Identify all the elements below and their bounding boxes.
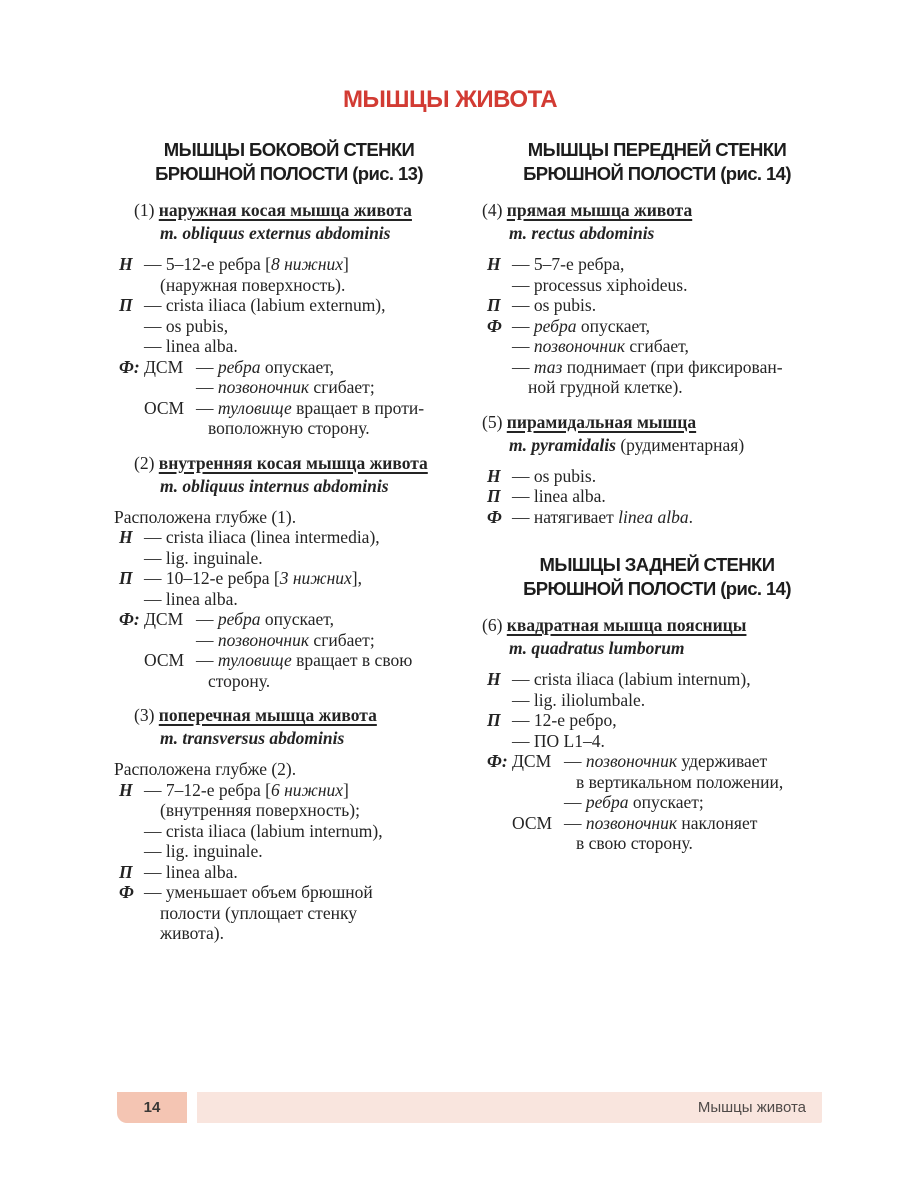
text-segment: позвоночник xyxy=(217,377,310,397)
line-label: Н xyxy=(487,254,501,274)
entry-line xyxy=(482,507,832,528)
text-segment: — xyxy=(196,629,218,650)
entry-line xyxy=(114,295,464,316)
entry-line xyxy=(482,316,832,337)
line-content xyxy=(144,841,464,862)
line-label xyxy=(114,589,144,610)
function-mode-label: ОСМ xyxy=(144,650,185,670)
text-segment: туловище xyxy=(217,650,292,670)
entry-line xyxy=(482,336,832,357)
entry-line xyxy=(114,418,464,439)
muscle-entry xyxy=(482,411,832,528)
entry-line xyxy=(482,486,832,507)
entry-line xyxy=(482,833,832,854)
muscle-name-latin: m. obliquus externus abdominis xyxy=(160,223,391,243)
entry-line xyxy=(114,671,464,692)
section-heading xyxy=(114,138,464,186)
column-right xyxy=(482,138,832,867)
text-segment: — xyxy=(196,377,218,397)
muscle-latin-note: (рудиментарная) xyxy=(615,434,745,455)
text-segment: — lig. iliolumbale. xyxy=(512,689,646,710)
function-mode-label: ОСМ xyxy=(512,812,553,833)
muscle-number: (6) xyxy=(482,615,507,635)
text-segment: 8 нижних xyxy=(271,254,344,274)
text-segment: вращает в проти- xyxy=(291,397,425,418)
text-segment: — linea alba. xyxy=(144,588,238,609)
line-label xyxy=(114,650,144,671)
line-content xyxy=(512,295,832,316)
text-segment: туловище xyxy=(217,397,292,418)
line-content xyxy=(144,568,464,589)
line-label xyxy=(114,418,144,439)
entry-line xyxy=(482,254,832,275)
entry-line xyxy=(114,357,464,378)
line-label xyxy=(482,336,512,357)
muscle-name-line xyxy=(482,199,832,222)
muscle-name-ru: поперечная мышца живота xyxy=(158,705,377,725)
text-segment: опускает; xyxy=(628,792,704,812)
line-content xyxy=(144,630,464,651)
muscle-name-ru: наружная косая мышца живота xyxy=(158,200,412,220)
line-content xyxy=(144,275,464,296)
muscle-name-latin: m. pyramidalis xyxy=(509,434,616,455)
muscle-name-line xyxy=(482,411,832,434)
text-segment: ] xyxy=(343,254,349,274)
line-content xyxy=(144,527,464,548)
text-segment: — lig. inguinale. xyxy=(144,547,263,568)
line-label xyxy=(114,821,144,842)
muscle-number: (3) xyxy=(134,705,159,725)
muscle-number: (4) xyxy=(482,200,507,220)
text-segment: — linea alba. xyxy=(144,861,238,882)
line-content xyxy=(144,780,464,801)
muscle-number: (5) xyxy=(482,411,507,432)
text-segment: позвоночник xyxy=(585,751,678,771)
line-label: Н xyxy=(119,779,133,800)
text-segment: — crista iliaca (labium externum), xyxy=(144,295,386,315)
line-content xyxy=(512,772,832,793)
line-content xyxy=(512,377,832,398)
line-label: П xyxy=(119,861,133,882)
entry-line xyxy=(114,609,464,630)
muscle-name-latin: m. quadratus lumborum xyxy=(509,638,685,658)
entry-line xyxy=(114,630,464,651)
line-label xyxy=(482,275,512,296)
entry-intro: Расположена глубже (1). xyxy=(114,506,297,527)
muscle-name-latin: m. transversus abdominis xyxy=(160,728,345,748)
text-segment: 3 нижних xyxy=(279,568,352,588)
muscle-name-ru: квадратная мышца поясницы xyxy=(506,615,747,635)
text-segment: ребра xyxy=(533,315,577,336)
muscle-number: (1) xyxy=(134,200,159,220)
entry-line xyxy=(114,862,464,883)
section-heading-line: БРЮШНОЙ ПОЛОСТИ (рис. 14) xyxy=(523,163,791,184)
text-segment: — 5–7-е ребра, xyxy=(512,254,625,274)
line-content xyxy=(144,377,464,398)
line-label xyxy=(114,841,144,862)
text-segment: . xyxy=(688,506,694,527)
text-segment: удерживает xyxy=(677,751,768,771)
line-content xyxy=(144,418,464,439)
entry-line xyxy=(482,751,832,772)
muscle-name-latin: m. obliquus internus abdominis xyxy=(160,475,389,496)
line-content xyxy=(512,731,832,752)
line-content xyxy=(144,821,464,842)
entry-line xyxy=(114,882,464,903)
text-segment: — xyxy=(512,336,534,356)
entry-line xyxy=(482,275,832,296)
text-segment: позвоночник xyxy=(217,629,310,650)
line-label xyxy=(114,336,144,357)
muscle-latin-line xyxy=(114,475,464,498)
column-left xyxy=(114,138,464,957)
section-heading-line: МЫШЦЫ БОКОВОЙ СТЕНКИ xyxy=(163,139,415,160)
text-segment: — ПО L1–4. xyxy=(512,730,605,751)
text-segment: — xyxy=(564,812,586,833)
entry-line xyxy=(482,710,832,731)
section-heading xyxy=(482,138,832,186)
muscle-name-line xyxy=(114,199,464,222)
text-segment: — 5–12-е ребра [ xyxy=(144,254,271,274)
text-segment: 6 нижних xyxy=(271,779,344,800)
line-label xyxy=(114,377,144,398)
line-label: П xyxy=(119,295,133,315)
text-segment: — натягивает xyxy=(512,506,619,527)
line-label: Ф: xyxy=(487,751,508,771)
text-segment: — os pubis, xyxy=(144,315,229,336)
function-mode-label: ДСМ xyxy=(144,356,184,377)
muscle-name-line xyxy=(114,452,464,475)
footer-bar xyxy=(197,1092,822,1123)
entry-line xyxy=(482,813,832,834)
text-segment: полости (уплощает стенку xyxy=(160,902,357,923)
text-segment: — linea alba. xyxy=(144,336,238,356)
line-label: Н xyxy=(119,527,133,547)
text-segment: (наружная поверхность). xyxy=(160,274,346,295)
entry-line xyxy=(114,275,464,296)
text-segment: сторону. xyxy=(208,670,271,691)
muscle-name-line xyxy=(114,704,464,727)
text-segment: — xyxy=(196,397,218,418)
line-label: П xyxy=(487,486,501,506)
text-segment: — уменьшает объем брюшной xyxy=(144,882,373,902)
line-content xyxy=(512,507,832,528)
line-content xyxy=(512,690,832,711)
text-segment: — lig. inguinale. xyxy=(144,841,263,861)
line-label xyxy=(482,792,512,813)
text-segment: живота). xyxy=(160,923,224,943)
text-segment: — xyxy=(196,356,218,377)
entry-line xyxy=(482,357,832,378)
entry-line xyxy=(482,377,832,398)
muscle-entry xyxy=(482,199,832,398)
line-label: Н xyxy=(487,669,501,689)
line-content xyxy=(512,336,832,357)
line-content xyxy=(144,316,464,337)
line-content xyxy=(512,792,832,813)
muscle-entry xyxy=(114,199,464,439)
line-label: Ф xyxy=(487,315,502,336)
section-heading-line: БРЮШНОЙ ПОЛОСТИ (рис. 14) xyxy=(523,578,791,599)
muscle-name-latin: m. rectus abdominis xyxy=(509,223,655,243)
line-label xyxy=(114,630,144,651)
muscle-name-line xyxy=(482,614,832,637)
text-segment: — os pubis. xyxy=(512,295,597,315)
page-title: МЫШЦЫ ЖИВОТА xyxy=(342,86,558,113)
entry-line xyxy=(114,841,464,862)
line-label xyxy=(114,800,144,821)
footer-section-label: Мышцы живота xyxy=(697,1099,806,1116)
line-content xyxy=(512,813,832,834)
function-mode-label: ОСМ xyxy=(144,397,185,418)
text-segment: ребра xyxy=(217,609,261,629)
text-segment: в вертикальном положении, xyxy=(576,771,784,792)
line-content xyxy=(512,486,832,507)
muscle-latin-line xyxy=(114,727,464,750)
entry-line xyxy=(482,731,832,752)
text-segment: — xyxy=(564,751,586,771)
text-segment: поднимает (при фиксирован- xyxy=(562,356,783,377)
line-content xyxy=(144,398,464,419)
text-segment: — xyxy=(512,356,534,377)
text-segment: опускает, xyxy=(576,315,650,336)
text-segment: вращает в свою xyxy=(291,650,413,670)
line-content xyxy=(144,800,464,821)
line-content xyxy=(512,316,832,337)
muscle-entry xyxy=(114,452,464,692)
page-number: 14 xyxy=(117,1092,187,1123)
line-content xyxy=(144,589,464,610)
muscle-name-ru: внутренняя косая мышца живота xyxy=(158,452,428,473)
line-label: Ф xyxy=(487,506,502,527)
text-segment: ной грудной клетке). xyxy=(528,377,683,397)
line-label: П xyxy=(119,568,133,588)
line-label xyxy=(482,690,512,711)
line-label xyxy=(482,357,512,378)
line-content xyxy=(144,862,464,883)
entry-line xyxy=(114,254,464,275)
line-content xyxy=(144,923,464,944)
entry-line xyxy=(114,527,464,548)
text-segment: — xyxy=(196,609,218,629)
line-content xyxy=(144,650,464,671)
text-segment: — processus xiphoideus. xyxy=(512,274,688,295)
entry-line xyxy=(114,903,464,924)
text-segment: позвоночник xyxy=(533,336,626,356)
function-mode-label: ДСМ xyxy=(512,751,552,771)
line-label xyxy=(114,923,144,944)
text-segment: опускает, xyxy=(260,356,334,377)
line-label xyxy=(114,316,144,337)
text-segment: (внутренняя поверхность); xyxy=(160,800,360,820)
entry-intro: Расположена глубже (2). xyxy=(114,759,297,779)
section-heading-line: БРЮШНОЙ ПОЛОСТИ (рис. 13) xyxy=(155,163,423,184)
text-segment: — xyxy=(512,315,534,336)
muscle-latin-line xyxy=(482,434,832,457)
line-label: Ф: xyxy=(119,609,140,629)
muscle-number: (2) xyxy=(134,452,159,473)
line-content xyxy=(144,295,464,316)
entry-line xyxy=(482,772,832,793)
muscle-name-ru: прямая мышца живота xyxy=(506,200,693,220)
line-label xyxy=(114,548,144,569)
text-segment: ], xyxy=(351,568,362,588)
text-segment: — 12-е ребро, xyxy=(512,710,617,730)
line-content xyxy=(144,548,464,569)
line-content xyxy=(144,357,464,378)
text-segment: — 10–12-е ребра [ xyxy=(144,568,280,588)
line-label xyxy=(114,275,144,296)
line-content xyxy=(512,254,832,275)
entry-line xyxy=(482,792,832,813)
line-content xyxy=(144,254,464,275)
muscle-latin-line xyxy=(114,222,464,245)
entry-line xyxy=(114,821,464,842)
line-label xyxy=(114,903,144,924)
section-heading xyxy=(482,553,832,601)
line-content xyxy=(512,669,832,690)
line-label xyxy=(114,398,144,419)
line-label xyxy=(482,772,512,793)
text-segment: ребра xyxy=(585,792,629,812)
entry-line xyxy=(114,398,464,419)
line-content xyxy=(512,275,832,296)
text-segment: linea alba xyxy=(618,506,689,527)
line-content xyxy=(144,671,464,692)
line-content xyxy=(144,882,464,903)
entry-line xyxy=(114,336,464,357)
text-segment: таз xyxy=(533,356,563,377)
text-segment: — os pubis. xyxy=(512,465,597,486)
line-label: Н xyxy=(119,254,133,274)
text-segment: — xyxy=(196,650,218,670)
text-segment: — crista iliaca (labium internum), xyxy=(512,669,751,689)
line-label xyxy=(482,813,512,834)
entry-line xyxy=(482,295,832,316)
line-label xyxy=(482,833,512,854)
text-segment: сгибает, xyxy=(625,336,689,356)
entry-line xyxy=(114,589,464,610)
text-segment: сгибает; xyxy=(309,629,375,650)
entry-line xyxy=(482,669,832,690)
entry-line xyxy=(114,780,464,801)
text-segment: опускает, xyxy=(260,609,334,629)
entry-line xyxy=(114,923,464,944)
text-segment: — xyxy=(564,792,586,812)
line-content xyxy=(512,357,832,378)
text-segment: воположную сторону. xyxy=(208,418,370,438)
muscle-latin-line xyxy=(482,222,832,245)
entry-line xyxy=(114,568,464,589)
entry-line xyxy=(482,466,832,487)
text-segment: — crista iliaca (linea intermedia), xyxy=(144,527,380,547)
line-label: Ф xyxy=(119,882,134,902)
line-label xyxy=(114,671,144,692)
line-label xyxy=(482,731,512,752)
line-label: П xyxy=(487,295,501,315)
text-segment: наклоняет xyxy=(677,812,758,833)
text-segment: — linea alba. xyxy=(512,486,606,506)
entry-line xyxy=(114,800,464,821)
line-label: Ф: xyxy=(119,356,140,377)
line-label xyxy=(482,377,512,398)
line-content xyxy=(512,751,832,772)
function-mode-label: ДСМ xyxy=(144,609,184,629)
entry-line xyxy=(114,650,464,671)
muscle-entry xyxy=(482,614,832,854)
line-content xyxy=(144,336,464,357)
line-content xyxy=(512,466,832,487)
line-content xyxy=(512,710,832,731)
muscle-name-ru: пирамидальная мышца xyxy=(506,411,697,432)
line-content xyxy=(144,609,464,630)
text-segment: в свою сторону. xyxy=(576,833,693,853)
text-segment: сгибает; xyxy=(309,377,375,397)
text-segment: ] xyxy=(343,779,349,800)
text-segment: — 7–12-е ребра [ xyxy=(144,779,271,800)
section-heading-line: МЫШЦЫ ПЕРЕДНЕЙ СТЕНКИ xyxy=(527,139,787,160)
line-content xyxy=(144,903,464,924)
entry-line xyxy=(114,377,464,398)
text-segment: ребра xyxy=(217,356,261,377)
entry-line xyxy=(114,548,464,569)
muscle-entry xyxy=(114,704,464,944)
entry-line xyxy=(482,690,832,711)
text-segment: позвоночник xyxy=(585,812,678,833)
entry-line xyxy=(114,316,464,337)
line-label: П xyxy=(487,710,501,730)
section-heading-line: МЫШЦЫ ЗАДНЕЙ СТЕНКИ xyxy=(539,554,775,575)
muscle-latin-line xyxy=(482,637,832,660)
line-content xyxy=(512,833,832,854)
line-label: Н xyxy=(487,465,501,486)
text-segment: — crista iliaca (labium internum), xyxy=(144,820,383,841)
